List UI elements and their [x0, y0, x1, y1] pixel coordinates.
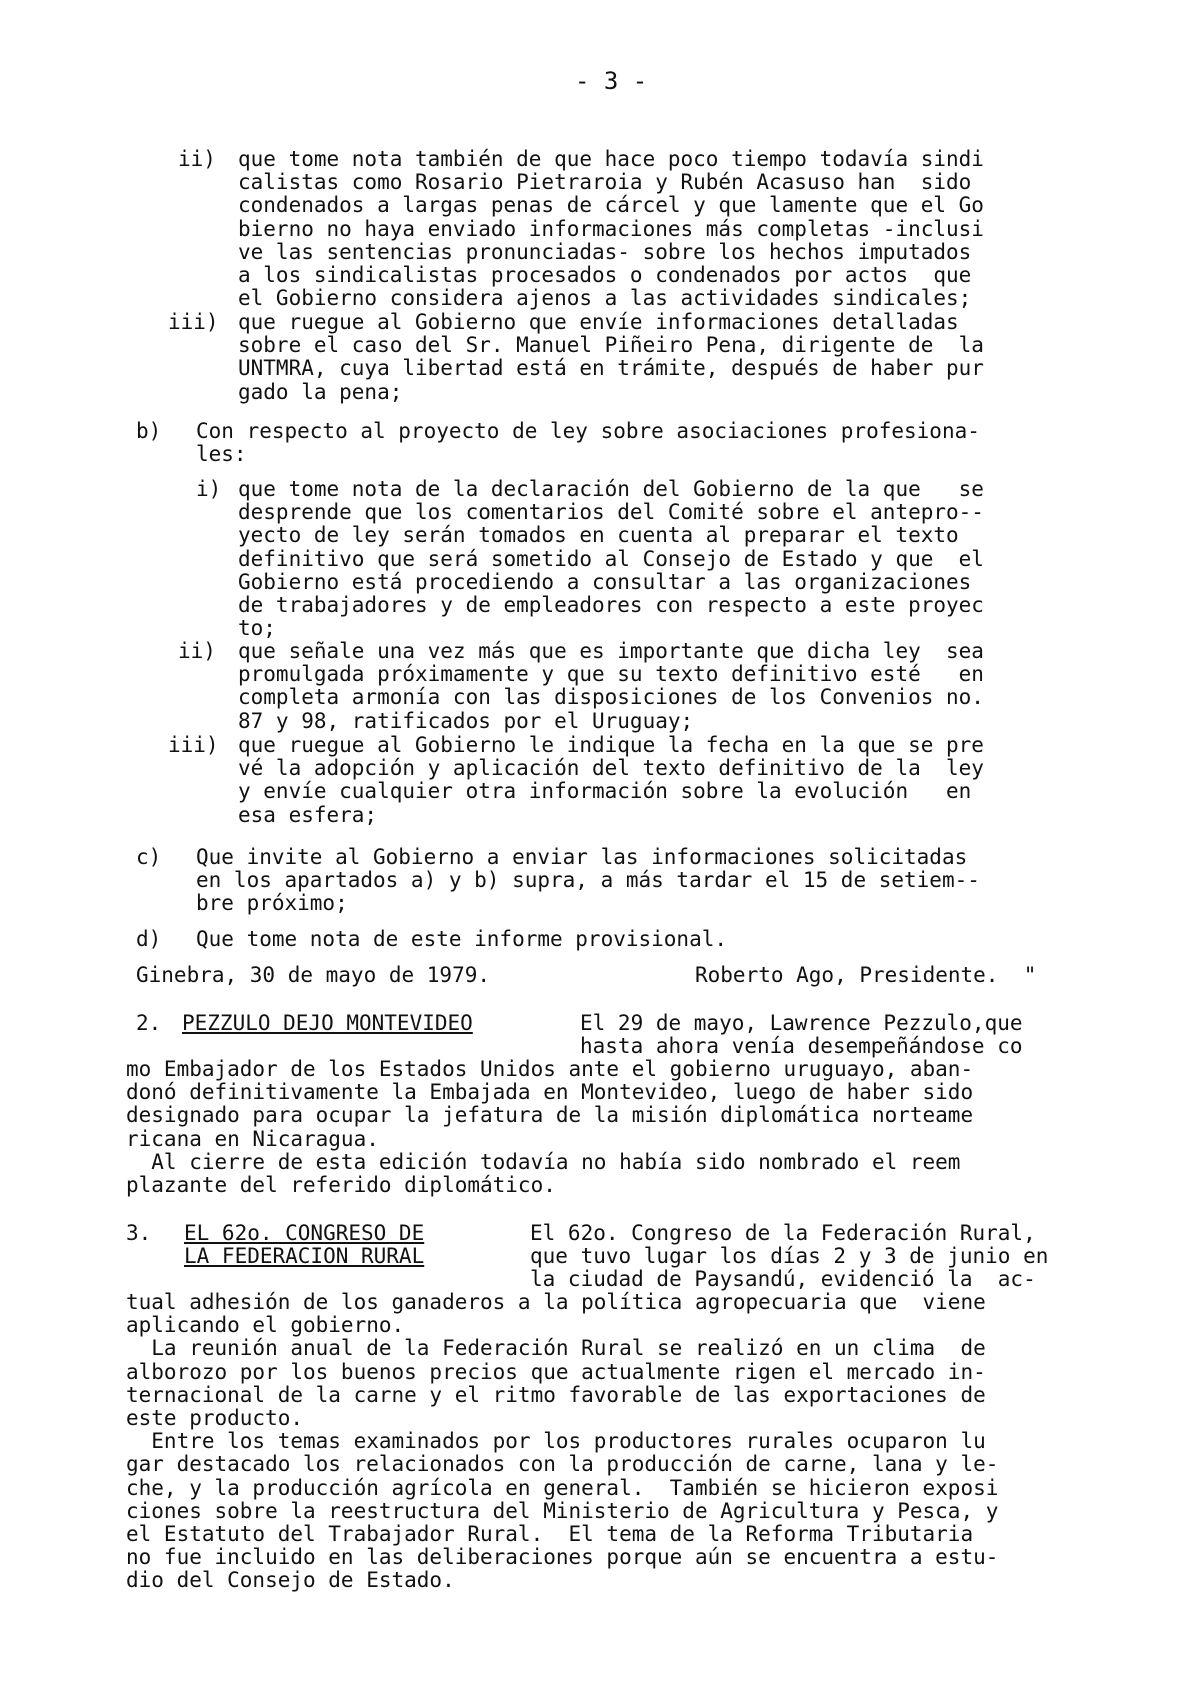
text-line: La reunión anual de la Federación Rural se realizó en un clima de — [126, 1336, 986, 1361]
text-line: aplicando el gobierno. — [126, 1313, 405, 1338]
text-line: promulgada próximamente y que su texto definitivo esté en — [238, 662, 984, 687]
text-line: 87 y 98, ratificados por el Uruguay; — [238, 708, 694, 733]
item-marker: ii) — [178, 147, 216, 171]
text-line: que tuvo lugar los días 2 y 3 de junio en — [530, 1244, 1049, 1269]
text-line: che, y la producción agrícola en general. También se hicieron exposi — [126, 1475, 999, 1500]
text-line: este producto. — [126, 1406, 304, 1431]
text-line: gado la pena; — [238, 379, 403, 404]
item-marker: d) — [136, 927, 162, 951]
item-marker: ii) — [178, 639, 216, 663]
section-heading: LA FEDERACION RURAL — [184, 1244, 425, 1269]
text-line: sobre el caso del Sr. Manuel Piñeiro Pena, dirigente de la — [238, 333, 984, 358]
text-line: gar destacado los relacionados con la producción de carne, lana y le- — [126, 1452, 999, 1477]
text-line: el Gobierno considera ajenos a las actividades sindicales; — [238, 286, 972, 311]
text-line: mo Embajador de los Estados Unidos ante el gobierno uruguayo, aban- — [126, 1057, 974, 1081]
text-line: Entre los temas examinados por los productores rurales ocuparon lu — [126, 1429, 986, 1454]
text-line: condenados a largas penas de cárcel y que lamente que el Go — [238, 193, 984, 218]
text-line: Gobierno está procediendo a consultar a las organizaciones — [238, 569, 972, 594]
text-line: designado para ocupar la jefatura de la misión diplomática norteame — [126, 1103, 974, 1128]
text-line: Al cierre de esta edición todavía no había sido nombrado el reem — [126, 1149, 961, 1174]
section-number: 3. — [126, 1221, 152, 1245]
text-line: alborozo por los buenos precios que actualmente rigen el mercado in- — [126, 1359, 986, 1384]
text-line: to; — [238, 616, 276, 641]
text-line: Que invite al Gobierno a enviar las informaciones solicitadas — [196, 845, 968, 869]
text-line: tual adhesión de los ganaderos a la política agropecuaria que viene — [126, 1290, 986, 1314]
text-line: Que tome nota de este informe provisional. — [196, 927, 728, 951]
text-line: El 62o. Congreso de la Federación Rural, — [530, 1221, 1036, 1245]
text-line: que tome nota de la declaración del Gobierno de la que se — [238, 477, 984, 501]
text-line: y envíe cualquier otra información sobre la evolución en — [238, 779, 972, 804]
text-line: dio del Consejo de Estado. — [126, 1568, 455, 1593]
text-line: a los sindicalistas procesados o condenados por actos que — [238, 263, 972, 288]
text-line: el Estatuto del Trabajador Rural. El tema de la Reforma Tributaria — [126, 1522, 974, 1547]
text-line: les: — [196, 442, 247, 467]
text-line: que ruegue al Gobierno le indique la fecha en la que se pre — [238, 733, 984, 757]
text-line: que ruegue al Gobierno que envíe informaciones detalladas — [238, 310, 959, 334]
text-line: calistas como Rosario Pietraroia y Rubén Acasuso han sido — [238, 170, 972, 195]
item-marker: b) — [136, 419, 162, 443]
text-line: que señale una vez más que es importante que dicha ley sea — [238, 639, 984, 663]
text-line: la ciudad de Paysandú, evidenció la ac- — [530, 1267, 1036, 1292]
text-line: de trabajadores y de empleadores con respecto a este proyec — [238, 593, 984, 618]
text-line: desprende que los comentarios del Comité sobre el antepro-- — [238, 500, 984, 525]
text-line: donó definitivamente la Embajada en Montevideo, luego de haber sido — [126, 1080, 974, 1105]
text-line: que tome nota también de que hace poco tiempo todavía sindi — [238, 147, 984, 171]
item-marker: iii) — [168, 310, 219, 334]
text-line: ve las sentencias pronunciadas- sobre los hechos imputados — [238, 239, 972, 264]
section-heading: PEZZULO DEJO MONTEVIDEO — [182, 1011, 473, 1035]
section-heading: EL 62o. CONGRESO DE — [184, 1221, 425, 1245]
signer: Roberto Ago, Presidente. " — [695, 963, 1037, 987]
text-line: vé la adopción y aplicación del texto definitivo de la ley — [238, 756, 984, 781]
item-marker: c) — [136, 845, 162, 869]
text-line: bierno no haya enviado informaciones más completas -inclusi — [238, 216, 984, 241]
item-marker: iii) — [168, 733, 219, 757]
text-line: completa armonía con las disposiciones de los Convenios no. — [238, 685, 984, 710]
text-line: en los apartados a) y b) supra, a más tardar el 15 de setiem-- — [196, 868, 980, 893]
item-marker: i) — [196, 477, 222, 501]
section-number: 2. — [136, 1011, 162, 1035]
text-line: ricana en Nicaragua. — [126, 1126, 379, 1151]
text-line: no fue incluido en las deliberaciones porque aún se encuentra a estu- — [126, 1545, 999, 1570]
text-line: esa esfera; — [238, 802, 378, 827]
text-line: definitivo que será sometido al Consejo de Estado y que el — [238, 546, 984, 571]
text-line: El 29 de mayo, Lawrence Pezzulo,que — [580, 1011, 1023, 1035]
place-date: Ginebra, 30 de mayo de 1979. — [136, 963, 491, 987]
text-line: plazante del referido diplomático. — [126, 1173, 556, 1198]
text-line: hasta ahora venía desempeñándose co — [580, 1034, 1023, 1059]
text-line: UNTMRA, cuya libertad está en trámite, después de haber pur — [238, 356, 984, 381]
text-line: ciones sobre la reestructura del Ministerio de Agricultura y Pesca, y — [126, 1498, 999, 1523]
text-line: Con respecto al proyecto de ley sobre asociaciones profesiona- — [196, 419, 980, 443]
text-line: yecto de ley serán tomados en cuenta al preparar el texto — [238, 523, 959, 548]
page-number: - 3 - — [575, 67, 648, 95]
text-line: ternacional de la carne y el ritmo favorable de las exportaciones de — [126, 1382, 986, 1407]
text-line: bre próximo; — [196, 891, 348, 916]
